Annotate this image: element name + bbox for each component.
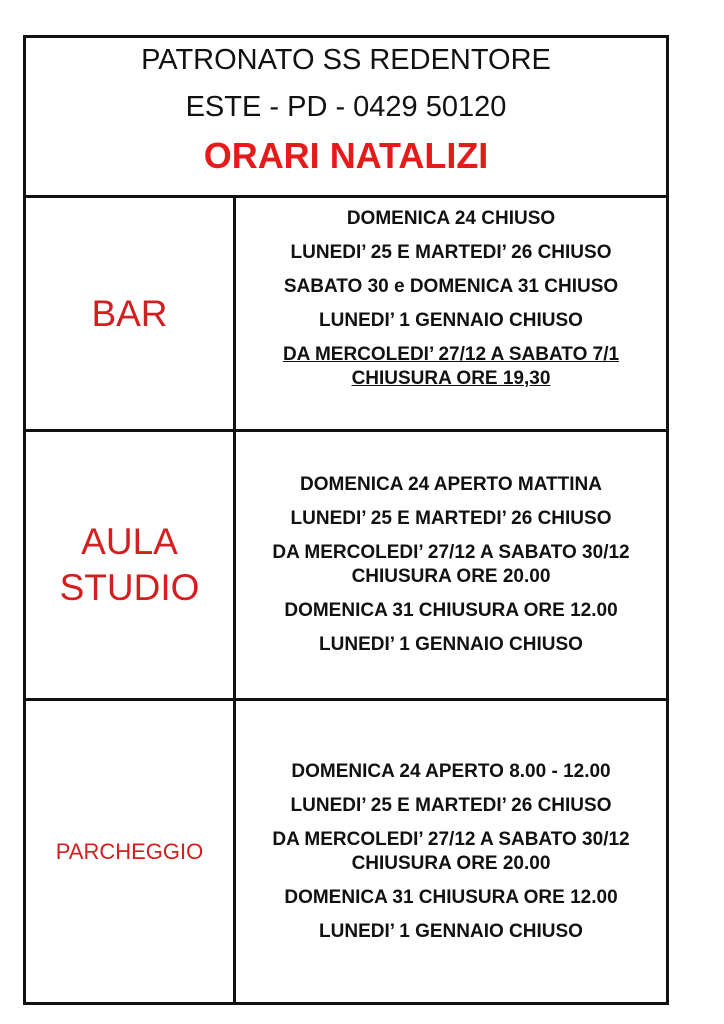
hours-row: DOMENICA 24 APERTO 8.00 - 12.00 — [291, 760, 611, 782]
section-label — [26, 432, 236, 698]
schedule-table — [23, 35, 669, 1005]
hours-row-line: CHIUSURA ORE 20.00 — [351, 566, 551, 587]
section-parcheggio — [26, 701, 666, 1002]
hours-row — [283, 343, 619, 391]
location-phone: ESTE - PD - 0429 50120 — [185, 91, 507, 123]
section-bar — [26, 198, 666, 432]
section-label — [26, 198, 236, 429]
hours-row: SABATO 30 e DOMENICA 31 CHIUSO — [283, 276, 619, 297]
hours-row-line: DA MERCOLEDI’ 27/12 A SABATO 30/12 — [272, 542, 630, 563]
section-label-line: BAR — [91, 292, 168, 334]
organization-name: PATRONATO SS REDENTORE — [141, 44, 551, 76]
hours-row: DOMENICA 31 CHIUSURA ORE 12.00 — [284, 886, 618, 908]
hours-row: LUNEDI’ 1 GENNAIO CHIUSO — [319, 310, 583, 331]
hours-row-line: DA MERCOLEDI’ 27/12 A SABATO 7/1 — [282, 344, 620, 365]
section-hours — [236, 198, 666, 429]
hours-row — [272, 541, 629, 589]
section-aula-studio — [26, 432, 666, 701]
hours-row-line: DA MERCOLEDI’ 27/12 A SABATO 30/12 — [272, 828, 630, 850]
hours-row: DOMENICA 24 APERTO MATTINA — [300, 474, 602, 495]
hours-row: DOMENICA 24 CHIUSO — [346, 208, 556, 229]
hours-row: LUNEDI’ 25 E MARTEDI’ 26 CHIUSO — [290, 242, 612, 263]
hours-row — [272, 828, 629, 876]
hours-row: LUNEDI’ 1 GENNAIO CHIUSO — [319, 634, 583, 655]
section-hours — [236, 432, 666, 698]
section-hours — [236, 701, 666, 1002]
section-label-line: AULA — [81, 521, 178, 562]
page-title: ORARI NATALIZI — [203, 135, 489, 176]
section-label-line: STUDIO — [59, 567, 200, 608]
hours-row-line: CHIUSURA ORE 20.00 — [351, 852, 551, 874]
section-label-line: PARCHEGGIO — [55, 838, 204, 864]
hours-row: LUNEDI’ 25 E MARTEDI’ 26 CHIUSO — [290, 794, 612, 816]
section-label — [26, 701, 236, 1002]
header — [26, 38, 666, 198]
hours-row: DOMENICA 31 CHIUSURA ORE 12.00 — [284, 600, 618, 621]
hours-row: LUNEDI’ 25 E MARTEDI’ 26 CHIUSO — [290, 508, 612, 529]
hours-row: LUNEDI’ 1 GENNAIO CHIUSO — [319, 920, 583, 942]
hours-row-line: CHIUSURA ORE 19,30 — [351, 368, 551, 389]
